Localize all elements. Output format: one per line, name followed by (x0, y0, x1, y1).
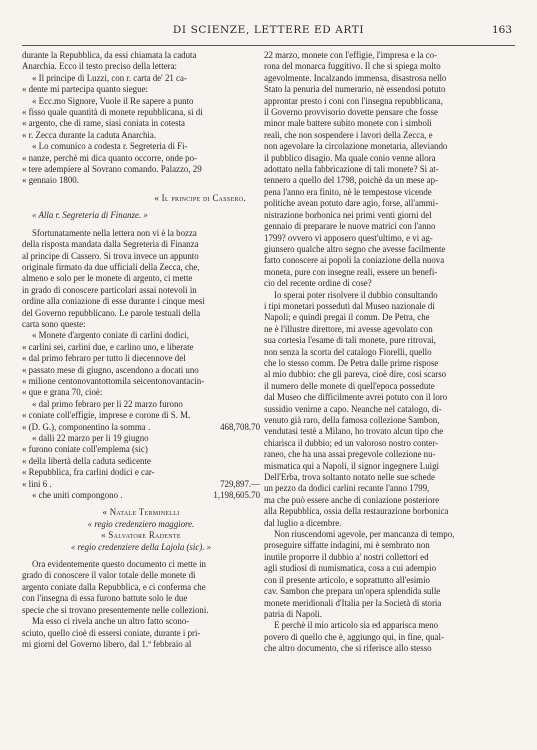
text-line: fatto conoscere ai popoli la coniazione della nuova (264, 255, 445, 266)
text-line: sua cortesia l'esame di tali monete, pure ritrovai, (264, 335, 436, 346)
text-line: Napoli; e quindi pregai il comm. De Petra, che (264, 312, 430, 323)
text-line: specie che si trovano presentemente nelle collezioni. (22, 604, 209, 615)
text-line: Ora evidentemente questo documento ci mette in (32, 559, 206, 570)
text-line: almeno e solo per le monete di argento, ci mette (22, 273, 193, 284)
total-row (22, 490, 260, 501)
text-line: « Repubblica, fra carlini dodici e car- (22, 467, 155, 478)
text-line: Anarchia. Ecco il testo preciso della lettera: (22, 61, 177, 72)
text-line: agli studiosi di numismatica, cosa a cui adempio (264, 563, 437, 574)
text-line: Io sperai poter risolvere il dubbio consultando (274, 289, 438, 300)
right-column (264, 50, 514, 655)
page-number: 163 (491, 24, 512, 36)
text-line: Ma esso ci rivela anche un altro fatto scono- (32, 616, 190, 627)
signature-name: « Salvatore Radente (101, 530, 181, 541)
text-line: « nanze, perchè mi dica quanto occorre, onde po- (22, 152, 197, 163)
amount-value: 729,897.— (220, 478, 260, 489)
total-value: 1,198,605.70 (213, 490, 260, 501)
text-line: povero di quello che è, aggiungo qui, in fine, qual- (264, 631, 444, 642)
text-line: ordine alla coniazione di esse durante i cinque mesi (22, 296, 205, 307)
text-line: « Lo comunico a codesta r. Segreteria di Fi- (32, 141, 188, 152)
text-line: inutile proporre il dubbio a' nostri collettori ed (264, 551, 429, 562)
text-line: « dalli 22 marzo per li 19 giugno (32, 433, 149, 443)
text-line: venuto già raro, della famosa collezione Sambon, (264, 415, 440, 425)
text-line: al principe di Cassero. Si trova invece un appunto (22, 250, 199, 261)
signature-title: « regio credenziero maggiore. (87, 518, 195, 529)
text-line: E perchè il mio articolo sia ed apparisca meno (274, 620, 439, 631)
text-line: con l'insegna di essa furono battute solo le due (22, 593, 188, 604)
text-line: ne è l'illustre direttore, mi avesse agevolato con (264, 323, 433, 334)
amount-label: « lini 6 . (22, 478, 52, 489)
text-line: minor male battere subito monete con i simboli (264, 118, 432, 129)
text-line: « coniate coll'effigie, imprese e corone di S. M. (22, 410, 191, 421)
text-line: al mio dubbio: che gli pareva, cioè dire, così scarso (264, 369, 447, 380)
text-line: giunsero qualche altro segno che avesse facilmente (264, 243, 446, 254)
running-header (0, 22, 537, 38)
text-line: durante la Repubblica, da essi chiamata la caduta (22, 50, 197, 60)
text-line: « fisso quale quantità di monete repubblicana, si di (22, 107, 203, 118)
text-line: 22 marzo, monete con l'effigie, l'impresa e la co- (264, 50, 438, 60)
amount-label: « (D. G.), componentino la somma . (22, 421, 151, 432)
text-line: della risposta mandata dalla Segreteria di Finanza (22, 239, 199, 250)
text-line: politiche avean potuto dare agio, forse, all'ammi- (264, 198, 439, 209)
text-line: Non riuscendomi agevole, per mancanza di tempo, (274, 529, 455, 540)
text-line: proseguire siffatte indagini, mi è sembrato non (264, 540, 430, 551)
text-line: « dente mi partecipa quanto siegue: (22, 84, 148, 95)
text-line: vendutasi testè a Milano, ho trovato alcun tipo che (264, 426, 444, 437)
text-line: ma che può essere anche di coniazione posteriore (264, 494, 440, 505)
text-line: « dal primo febraro per tutto li diecennove del (22, 353, 186, 364)
running-title: DI SCIENZE, LETTERE ED ARTI (172, 24, 365, 36)
text-line: « tere adempiere al Sovrano comando. Palazzo, 29 (22, 164, 202, 175)
text-line: un pezzo da dodici carlini recante l'anno 1799, (264, 483, 430, 494)
text-line: originale firmato da due ufficiali della Zecca, che, (22, 261, 200, 272)
text-line: che altro documento, che si riferisce allo stesso (264, 643, 432, 654)
text-line: « Monete d'argento coniate di carlini dodici, (32, 330, 189, 341)
text-line: Stato la penuria del numerario, nè essendosi potuto (264, 84, 446, 95)
text-line: « dal primo febraro per li 22 marzo furono (32, 398, 183, 409)
text-line: gennaio di preparare le nuove matrici con l'anno (264, 221, 436, 232)
text-line: « gennaio 1800. (22, 175, 79, 186)
text-line: il pubblico disagio. Ma quale conio venne allora (264, 152, 436, 163)
text-line: patria di Napoli. (264, 608, 322, 619)
text-line: il numero delle monete di quell'epoca possedute (264, 380, 435, 391)
text-line: dal Museo che difficilmente avrei potuto con il loro (264, 392, 448, 403)
text-line: in grado di conoscere particolari assai notevoli in (22, 284, 197, 295)
text-line: il Governo provvisorio dovette pensare che fosse (264, 107, 438, 118)
text-line: sussidio venirne a capo. Neanche nel catalogo, di- (264, 403, 442, 414)
text-line: « que e grana 70, cioè: (22, 387, 103, 398)
text-line: alla Repubblica, ossia della restaurazione borbonica (264, 506, 449, 517)
text-line: « milione centonovantottomila seicentonovantacin- (22, 375, 205, 386)
text-line: agevolmente. Incalzando immensa, disastrosa nello (264, 72, 447, 83)
text-line: monete meridionali d'Italia per la Società di storia (264, 597, 442, 608)
text-line: carta sono queste: (22, 318, 86, 329)
text-line: cio del recente ordine di cose? (264, 278, 372, 289)
total-label: « che uniti compongono . (32, 490, 123, 501)
text-line: reali, che non sospendere i lavori della Zecca, e (264, 129, 433, 140)
text-line: con il presente articolo, e soprattutto all'esimio (264, 574, 430, 585)
amount-value: 468,708.70 (220, 421, 260, 432)
text-line: non senza la scorta del catalogo Fiorelli, quello (264, 346, 432, 357)
left-column (22, 50, 260, 650)
text-line: tennero a quello del 1798, poichè da un mese ap- (264, 175, 438, 186)
text-line: mismatica qui a Napoli, il signor ingegnere Luigi (264, 460, 439, 471)
text-line: rona del monarca fuggitivo. Il che si spiega molto (264, 61, 441, 72)
signature-name: « Natale Terminelli (102, 507, 180, 518)
text-line: 1799? ovvero vi apposero quest'ultimo, e vi ag- (264, 232, 433, 243)
text-line: Dell'Erba, trova soltanto notato nelle sue schede (264, 472, 435, 483)
text-line: non agevolare la circolazione monetaria, alleviando (264, 141, 448, 152)
text-line: i tipi monetari posseduti dal Museo nazionale di (264, 300, 435, 311)
text-line: mi giorni del Governo libero, dal 1.º febbraio al (22, 638, 192, 649)
text-line: approntar presto i coni con l'insegna repubblicana, (264, 95, 443, 106)
signature: « Il principe di Cassero. (154, 192, 246, 203)
text-line: « Il principe di Luzzi, con r. carta de' 21 ca- (32, 72, 187, 83)
text-line: « Alla r. Segreteria di Finanze. » (32, 210, 148, 221)
amount-row (22, 479, 260, 490)
text-line: « furono coniate coll'emplema (sic) (22, 444, 148, 455)
text-line: adottato nella fabbricazione di tali monete? Si at- (264, 164, 439, 175)
text-line: cav. Sambon che prepara un'opera splendida sulle (264, 586, 441, 597)
text-line: raneo, che ha una assai pregevole collezione nu- (264, 449, 436, 460)
text-line: sciuto, quello cioè di essersi coniate, durante i pri- (22, 627, 201, 638)
text-line: « Ecc.mo Signore, Vuole il Re sapere a punto (32, 95, 194, 106)
text-line: argento coniate dalla Repubblica, e ci conferma che (22, 581, 206, 592)
text-line: pena l'anno era finito, nè le tempestose vicende (264, 186, 432, 197)
text-line: dal luglio a dicembre. (264, 517, 342, 528)
text-line: « passato mese di giugno, ascendono a docati uno (22, 364, 199, 375)
text-line: moneta, pure con insegne reali, essere un benefi- (264, 266, 438, 277)
signature-title: « regio credenziere della Lajola (sic). » (70, 541, 212, 552)
text-line: chiarisca il dubbio; ed un valoroso nostro conter- (264, 437, 439, 448)
text-line: « carlini sei, carlini due, e carlino uno, e liberate (22, 341, 194, 352)
text-line: « argento, che di rame, siasi coniata in cotesta (22, 118, 185, 129)
text-line: che lo stesso comm. De Petra dalle prime rispose (264, 357, 439, 368)
amount-row (22, 422, 260, 433)
text-line: Sfortunatamente nella lettera non vi è la bozza (32, 227, 197, 238)
text-line: nistrazione borbonica nei primi venti giorni del (264, 209, 432, 220)
text-line: grado di conoscere il valor totale delle monete di (22, 570, 196, 581)
text-line: « della libertà della caduta sedicente (22, 455, 151, 466)
text-line: « r. Zecca durante la caduta Anarchia. (22, 129, 157, 140)
header-rule (22, 45, 515, 46)
text-line: del Governo repubblicano. Le parole testuali della (22, 307, 201, 318)
